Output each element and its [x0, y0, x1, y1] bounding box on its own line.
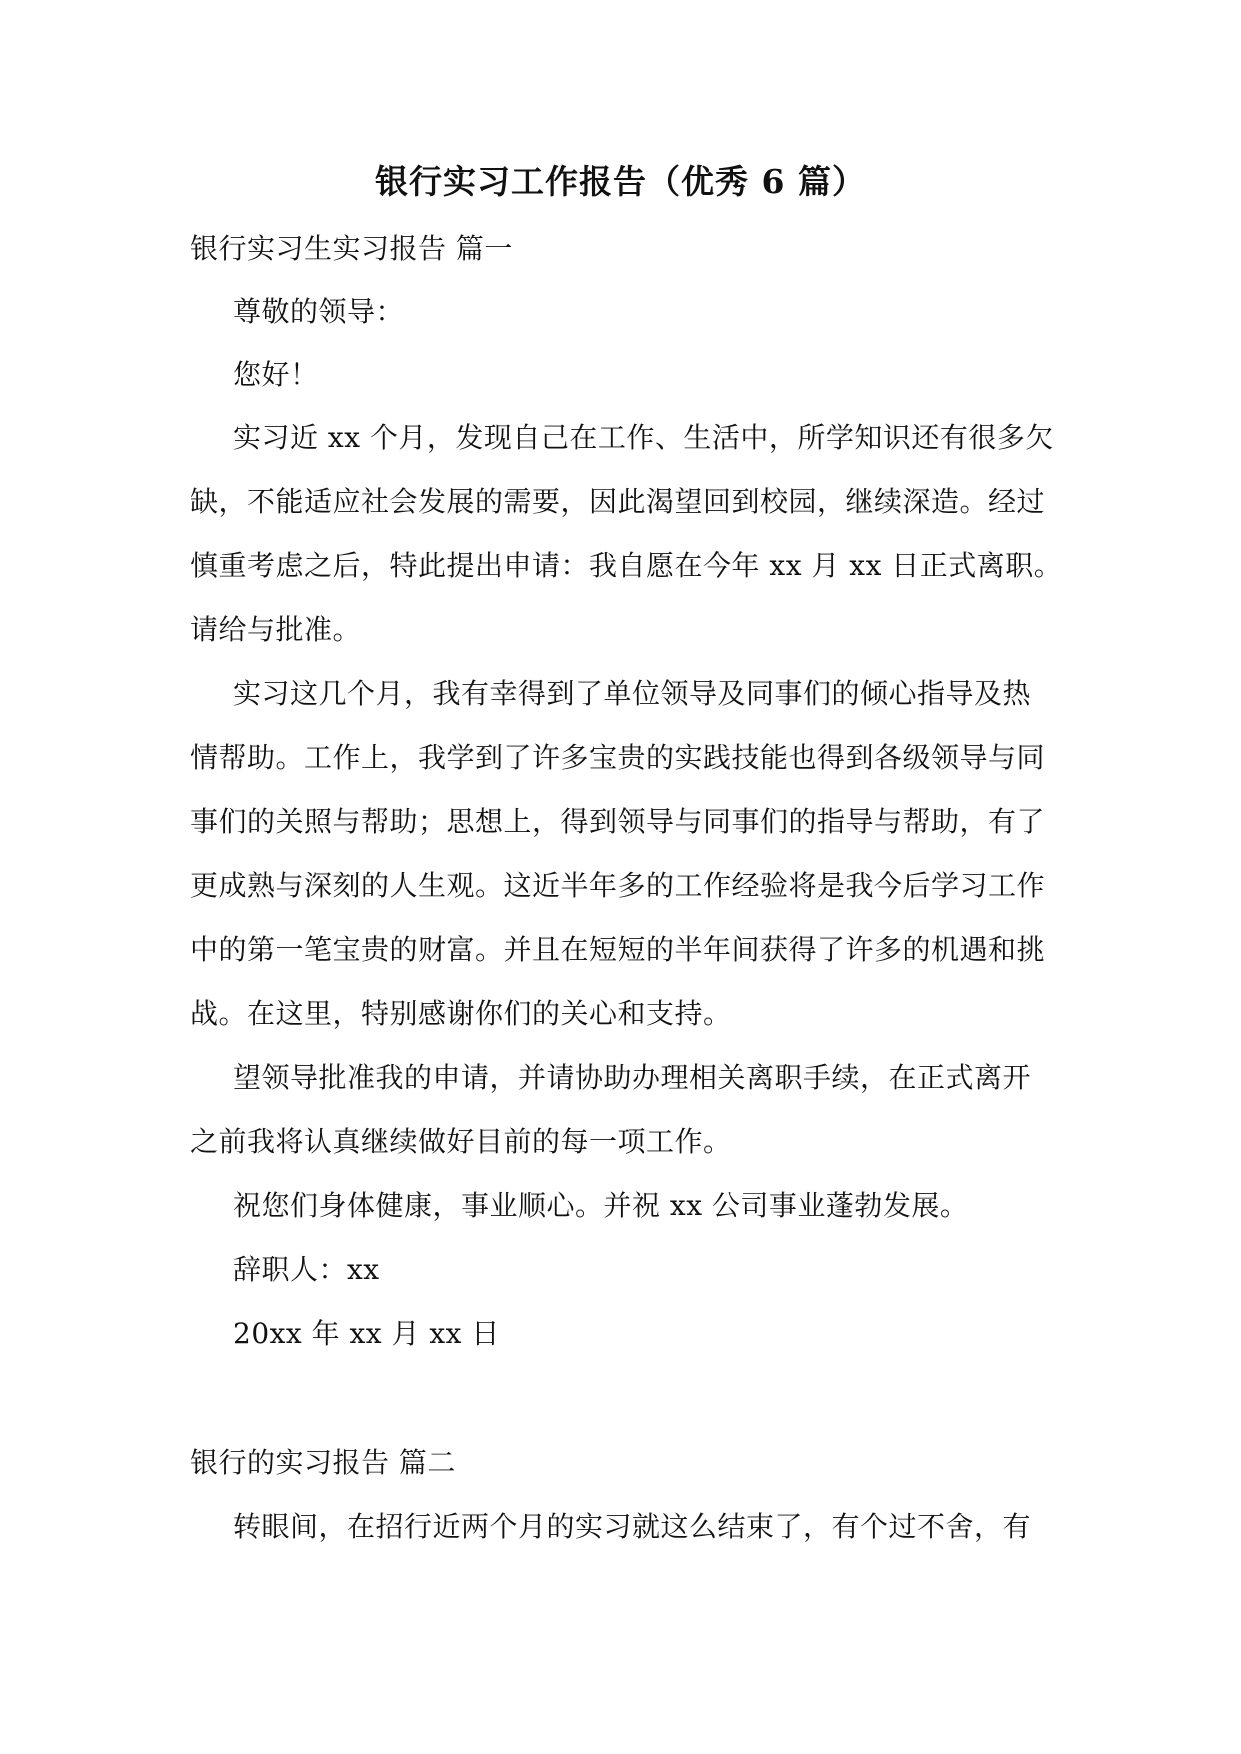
paragraph-line: 更成熟与深刻的人生观。这近半年多的工作经验将是我今后学习工作 [190, 869, 1046, 902]
paragraph-line: 望领导批准我的申请，并请协助办理相关离职手续，在正式离开 [233, 1061, 1032, 1094]
paragraph-line: 情帮助。工作上，我学到了许多宝贵的实践技能也得到各级领导与同 [190, 741, 1046, 774]
paragraph-line: 慎重考虑之后，特此提出申请：我自愿在今年 xx 月 xx 日正式离职。 [190, 549, 1063, 582]
paragraph-line: 转眼间，在招行近两个月的实习就这么结束了，有个过不舍，有 [233, 1510, 1032, 1543]
greeting: 您好！ [233, 358, 319, 391]
paragraph-line: 请给与批准。 [190, 613, 362, 646]
paragraph-line: 之前我将认真继续做好目前的每一项工作。 [190, 1125, 732, 1158]
paragraph-line: 缺，不能适应社会发展的需要，因此渴望回到校园，继续深造。经过 [190, 485, 1046, 518]
date-line: 20xx 年 xx 月 xx 日 [233, 1317, 500, 1350]
signature-line: 辞职人：xx [233, 1253, 380, 1286]
closing-line: 祝您们身体健康，事业顺心。并祝 xx 公司事业蓬勃发展。 [233, 1189, 969, 1222]
section-heading: 银行实习生实习报告 篇一 [190, 232, 513, 265]
document-title: 银行实习工作报告（优秀 6 篇） [375, 162, 866, 201]
paragraph-line: 实习这几个月，我有幸得到了单位领导及同事们的倾心指导及热 [233, 677, 1032, 710]
paragraph-line: 事们的关照与帮助；思想上，得到领导与同事们的指导与帮助，有了 [190, 805, 1046, 838]
paragraph-line: 战。在这里，特别感谢你们的关心和支持。 [190, 997, 732, 1030]
paragraph-line: 实习近 xx 个月，发现自己在工作、生活中，所学知识还有很多欠 [233, 421, 1054, 454]
salutation: 尊敬的领导： [233, 295, 405, 328]
section-heading: 银行的实习报告 篇二 [190, 1446, 456, 1479]
paragraph-line: 中的第一笔宝贵的财富。并且在短短的半年间获得了许多的机遇和挑 [190, 933, 1046, 966]
